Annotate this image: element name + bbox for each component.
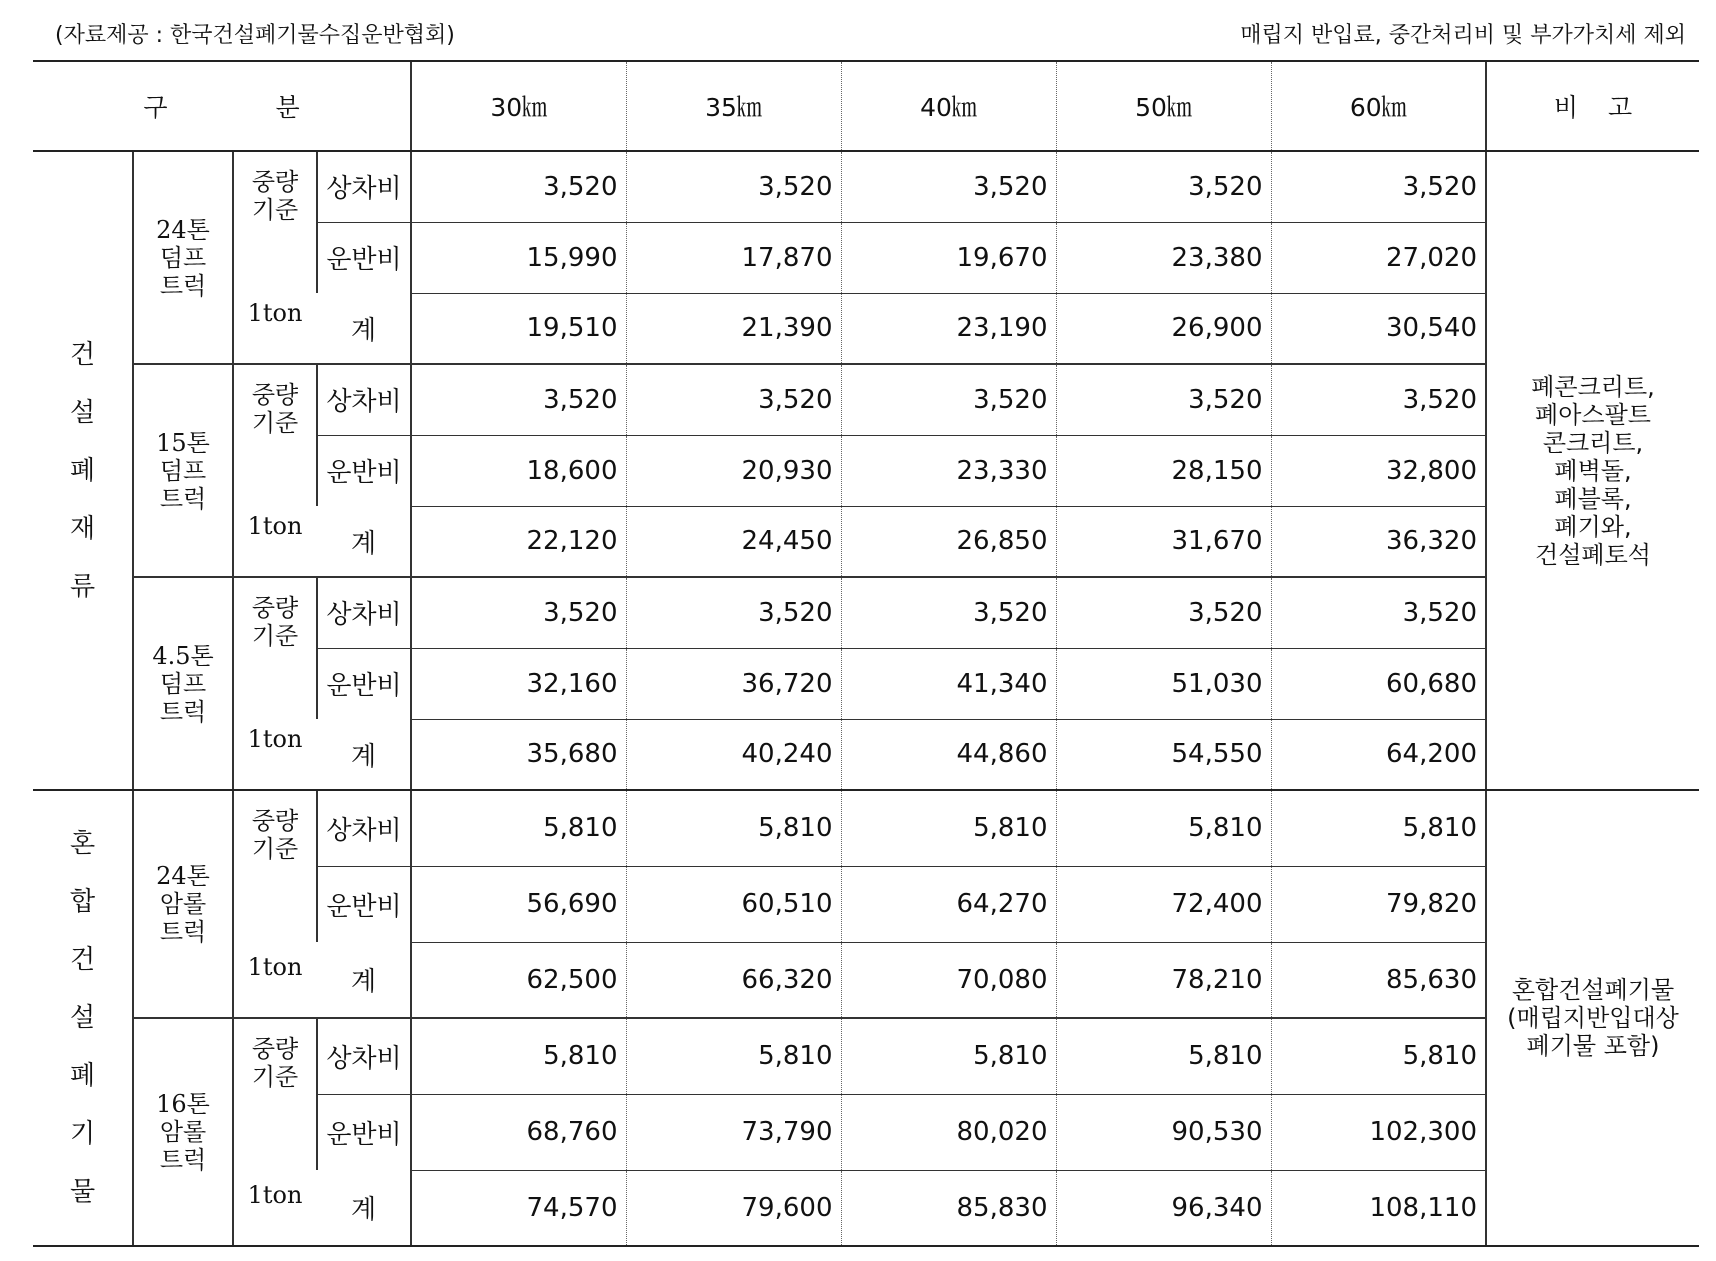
value-cell: 26,850 (841, 506, 1056, 577)
value-cell: 3,520 (626, 151, 841, 222)
header-40km: 40㎞ (841, 61, 1056, 151)
table-body (33, 151, 1699, 1246)
value-cell: 60,510 (626, 866, 841, 942)
value-cell: 66,320 (626, 942, 841, 1018)
value-cell: 5,810 (1271, 790, 1486, 866)
value-cell: 23,190 (841, 293, 1056, 364)
table-row (33, 364, 1699, 435)
value-cell: 3,520 (841, 151, 1056, 222)
vehicle-name: 4.5톤 덤프 트럭 (133, 577, 233, 790)
value-cell: 5,810 (411, 1018, 626, 1094)
remarks-cell: 혼합건설폐기물 (매립지반입대상 폐기물 포함) (1486, 790, 1699, 1246)
value-cell: 17,870 (626, 222, 841, 293)
vehicle-name: 24톤 암롤 트럭 (133, 790, 233, 1018)
value-cell: 30,540 (1271, 293, 1486, 364)
value-cell: 5,810 (626, 790, 841, 866)
value-cell: 3,520 (841, 577, 1056, 648)
value-cell: 5,810 (1056, 790, 1271, 866)
value-cell: 51,030 (1056, 648, 1271, 719)
value-cell: 56,690 (411, 866, 626, 942)
weight-basis-label: 중량 기준 (251, 594, 299, 650)
value-cell: 24,450 (626, 506, 841, 577)
value-cell: 5,810 (626, 1018, 841, 1094)
row-item-label: 운반비 (317, 435, 411, 506)
value-cell: 3,520 (411, 577, 626, 648)
value-cell: 20,930 (626, 435, 841, 506)
row-item-label: 운반비 (317, 866, 411, 942)
weight-basis-label: 중량 기준 (251, 381, 299, 437)
value-cell: 68,760 (411, 1094, 626, 1170)
value-cell: 79,600 (626, 1170, 841, 1246)
weight-basis (233, 577, 317, 790)
table-row (33, 151, 1699, 222)
value-cell: 60,680 (1271, 648, 1486, 719)
value-cell: 28,150 (1056, 435, 1271, 506)
table-row (33, 790, 1699, 866)
value-cell: 90,530 (1056, 1094, 1271, 1170)
value-cell: 26,900 (1056, 293, 1271, 364)
value-cell: 23,380 (1056, 222, 1271, 293)
value-cell: 79,820 (1271, 866, 1486, 942)
row-item-label: 상차비 (317, 790, 411, 866)
value-cell: 64,270 (841, 866, 1056, 942)
value-cell: 64,200 (1271, 719, 1486, 790)
value-cell: 36,720 (626, 648, 841, 719)
value-cell: 41,340 (841, 648, 1056, 719)
exclusion-note: 매립지 반입료, 중간처리비 및 부가가치세 제외 (1240, 23, 1686, 48)
value-cell: 54,550 (1056, 719, 1271, 790)
vehicle-name: 24톤 덤프 트럭 (133, 151, 233, 364)
value-cell: 102,300 (1271, 1094, 1486, 1170)
weight-unit: 1ton (247, 299, 303, 327)
value-cell: 44,860 (841, 719, 1056, 790)
header-30km: 30㎞ (411, 61, 626, 151)
row-item-label: 계 (350, 315, 377, 346)
row-item-label: 상차비 (317, 151, 411, 222)
value-cell: 3,520 (1056, 151, 1271, 222)
remarks-cell: 폐콘크리트, 폐아스팔트 콘크리트, 폐벽돌, 폐블록, 폐기와, 건설폐토석 (1486, 151, 1699, 790)
row-item-label: 운반비 (317, 648, 411, 719)
row-item-label: 상차비 (317, 577, 411, 648)
value-cell: 3,520 (841, 364, 1056, 435)
value-cell: 3,520 (1271, 364, 1486, 435)
value-cell: 31,670 (1056, 506, 1271, 577)
value-cell: 80,020 (841, 1094, 1056, 1170)
value-cell: 108,110 (1271, 1170, 1486, 1246)
row-item-label: 운반비 (317, 1094, 411, 1170)
value-cell: 62,500 (411, 942, 626, 1018)
value-cell: 18,600 (411, 435, 626, 506)
table-row (33, 1018, 1699, 1094)
row-item-label: 운반비 (317, 222, 411, 293)
value-cell: 5,810 (1271, 1018, 1486, 1094)
value-cell: 3,520 (626, 577, 841, 648)
value-cell: 85,830 (841, 1170, 1056, 1246)
value-cell: 70,080 (841, 942, 1056, 1018)
section-name (33, 790, 133, 1246)
value-cell: 36,320 (1271, 506, 1486, 577)
table-row (33, 577, 1699, 648)
value-cell: 5,810 (1056, 1018, 1271, 1094)
row-item-label: 계 (317, 719, 411, 790)
value-cell: 5,810 (411, 790, 626, 866)
value-cell: 72,400 (1056, 866, 1271, 942)
weight-basis (233, 151, 317, 364)
value-cell: 3,520 (1056, 577, 1271, 648)
value-cell: 3,520 (411, 151, 626, 222)
value-cell: 19,670 (841, 222, 1056, 293)
row-item-label: 계 (350, 967, 377, 997)
header-35km: 35㎞ (626, 61, 841, 151)
row-item-label: 계 (317, 1170, 411, 1246)
value-cell: 5,810 (841, 1018, 1056, 1094)
vehicle-name: 16톤 암롤 트럭 (133, 1018, 233, 1246)
weight-unit: 1ton (247, 1181, 303, 1209)
value-cell: 15,990 (411, 222, 626, 293)
section-name-text: 건설폐재류 (69, 339, 96, 602)
transport-cost-table (33, 60, 1699, 1247)
value-cell: 35,680 (411, 719, 626, 790)
value-cell: 27,020 (1271, 222, 1486, 293)
row-item-label: 상차비 (317, 364, 411, 435)
weight-unit: 1ton (247, 512, 303, 540)
row-item-label: 계 (350, 528, 377, 559)
value-cell: 74,570 (411, 1170, 626, 1246)
weight-unit: 1ton (247, 953, 303, 981)
value-cell: 22,120 (411, 506, 626, 577)
value-cell: 5,810 (841, 790, 1056, 866)
weight-basis (233, 790, 317, 1018)
header-remarks: 비 고 (1486, 61, 1699, 151)
value-cell: 19,510 (411, 293, 626, 364)
value-cell: 73,790 (626, 1094, 841, 1170)
value-cell: 23,330 (841, 435, 1056, 506)
section-name-text: 혼합건설폐기물 (69, 829, 96, 1207)
weight-basis-label: 중량 기준 (251, 1035, 299, 1091)
value-cell: 3,520 (626, 364, 841, 435)
value-cell: 32,160 (411, 648, 626, 719)
header-category: 구 분 (33, 61, 411, 151)
header-50km: 50㎞ (1056, 61, 1271, 151)
weight-basis (233, 364, 317, 577)
weight-basis-label: 중량 기준 (251, 807, 299, 863)
value-cell: 96,340 (1056, 1170, 1271, 1246)
weight-basis-label: 중량 기준 (251, 168, 299, 224)
weight-basis (233, 1018, 317, 1246)
value-cell: 85,630 (1271, 942, 1486, 1018)
row-item-label: 상차비 (317, 1018, 411, 1094)
value-cell: 40,240 (626, 719, 841, 790)
vehicle-name: 15톤 덤프 트럭 (133, 364, 233, 577)
section-name (33, 151, 133, 790)
value-cell: 3,520 (1271, 151, 1486, 222)
value-cell: 78,210 (1056, 942, 1271, 1018)
value-cell: 32,800 (1271, 435, 1486, 506)
source-note: (자료제공 : 한국건설폐기물수집운반협회) (55, 23, 455, 48)
value-cell: 21,390 (626, 293, 841, 364)
value-cell: 3,520 (1271, 577, 1486, 648)
weight-unit: 1ton (247, 725, 303, 753)
value-cell: 3,520 (411, 364, 626, 435)
header-60km: 60㎞ (1271, 61, 1486, 151)
value-cell: 3,520 (1056, 364, 1271, 435)
